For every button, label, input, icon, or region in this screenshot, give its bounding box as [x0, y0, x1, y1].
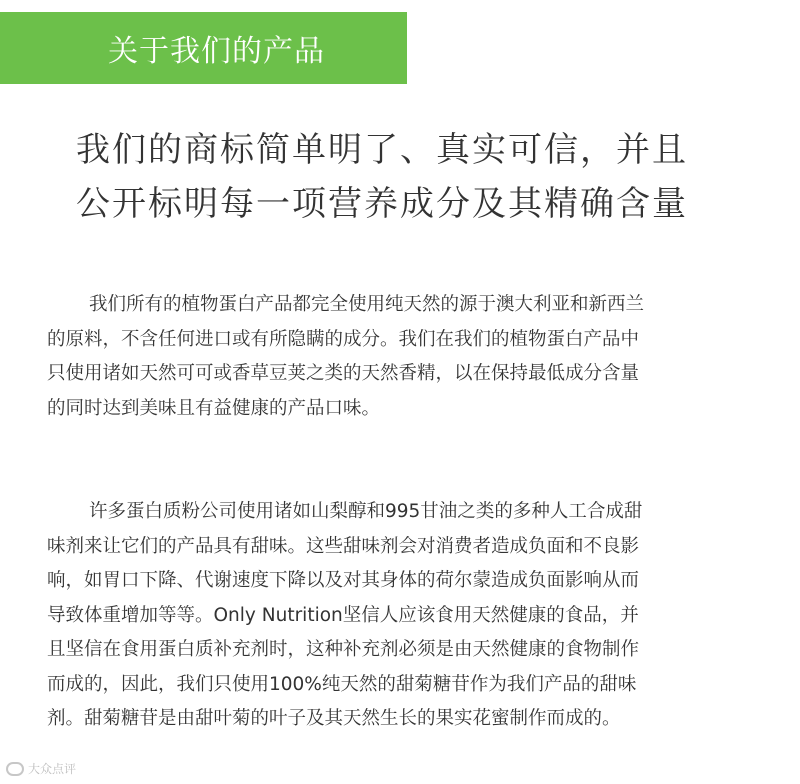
paragraph-ingredients [47, 288, 753, 426]
paragraph-line: 响，如胃口下降、代谢速度下降以及对其身体的荷尔蒙造成负面影响从而 [47, 570, 640, 591]
paragraph-line: 只使用诸如天然可可或香草豆荚之类的天然香精，以在保持最低成分含量 [47, 363, 640, 384]
watermark-logo-icon [6, 762, 24, 776]
paragraph-line: 味剂来让它们的产品具有甜味。这些甜味剂会对消费者造成负面和不良影 [47, 535, 640, 557]
section-banner [0, 12, 407, 84]
paragraph-line: 许多蛋白质粉公司使用诸如山梨醇和995甘油之类的多种人工合成甜 [89, 501, 643, 522]
paragraph-line: 的同时达到美味且有益健康的产品口味。 [47, 397, 381, 419]
watermark [6, 760, 76, 777]
paragraph-sweeteners [47, 495, 753, 737]
paragraph-line: 我们所有的植物蛋白产品都完全使用纯天然的源于澳大利亚和新西兰 [89, 294, 645, 315]
headline-line-2: 公开标明每一项营养成分及其精确含量 [76, 184, 688, 224]
paragraph-line: 而成的，因此，我们只使用100%纯天然的甜菊糖苷作为我们产品的甜味 [47, 673, 637, 695]
paragraph-line: 剂。甜菊糖苷是由甜叶菊的叶子及其天然生长的果实花蜜制作而成的。 [47, 708, 621, 729]
watermark-text: 大众点评 [28, 762, 77, 776]
paragraph-line: 的原料，不含任何进口或有所隐瞒的成分。我们在我们的植物蛋白产品中 [47, 328, 640, 350]
paragraph-line: 导致体重增加等等。Only Nutrition坚信人应该食用天然健康的食品，并 [47, 604, 639, 626]
banner-title: 关于我们的产品 [108, 34, 325, 69]
headline-line-1: 我们的商标简单明了、真实可信，并且 [76, 130, 688, 170]
headline [76, 123, 776, 231]
paragraph-line: 且坚信在食用蛋白质补充剂时，这种补充剂必须是由天然健康的食物制作 [47, 639, 640, 660]
